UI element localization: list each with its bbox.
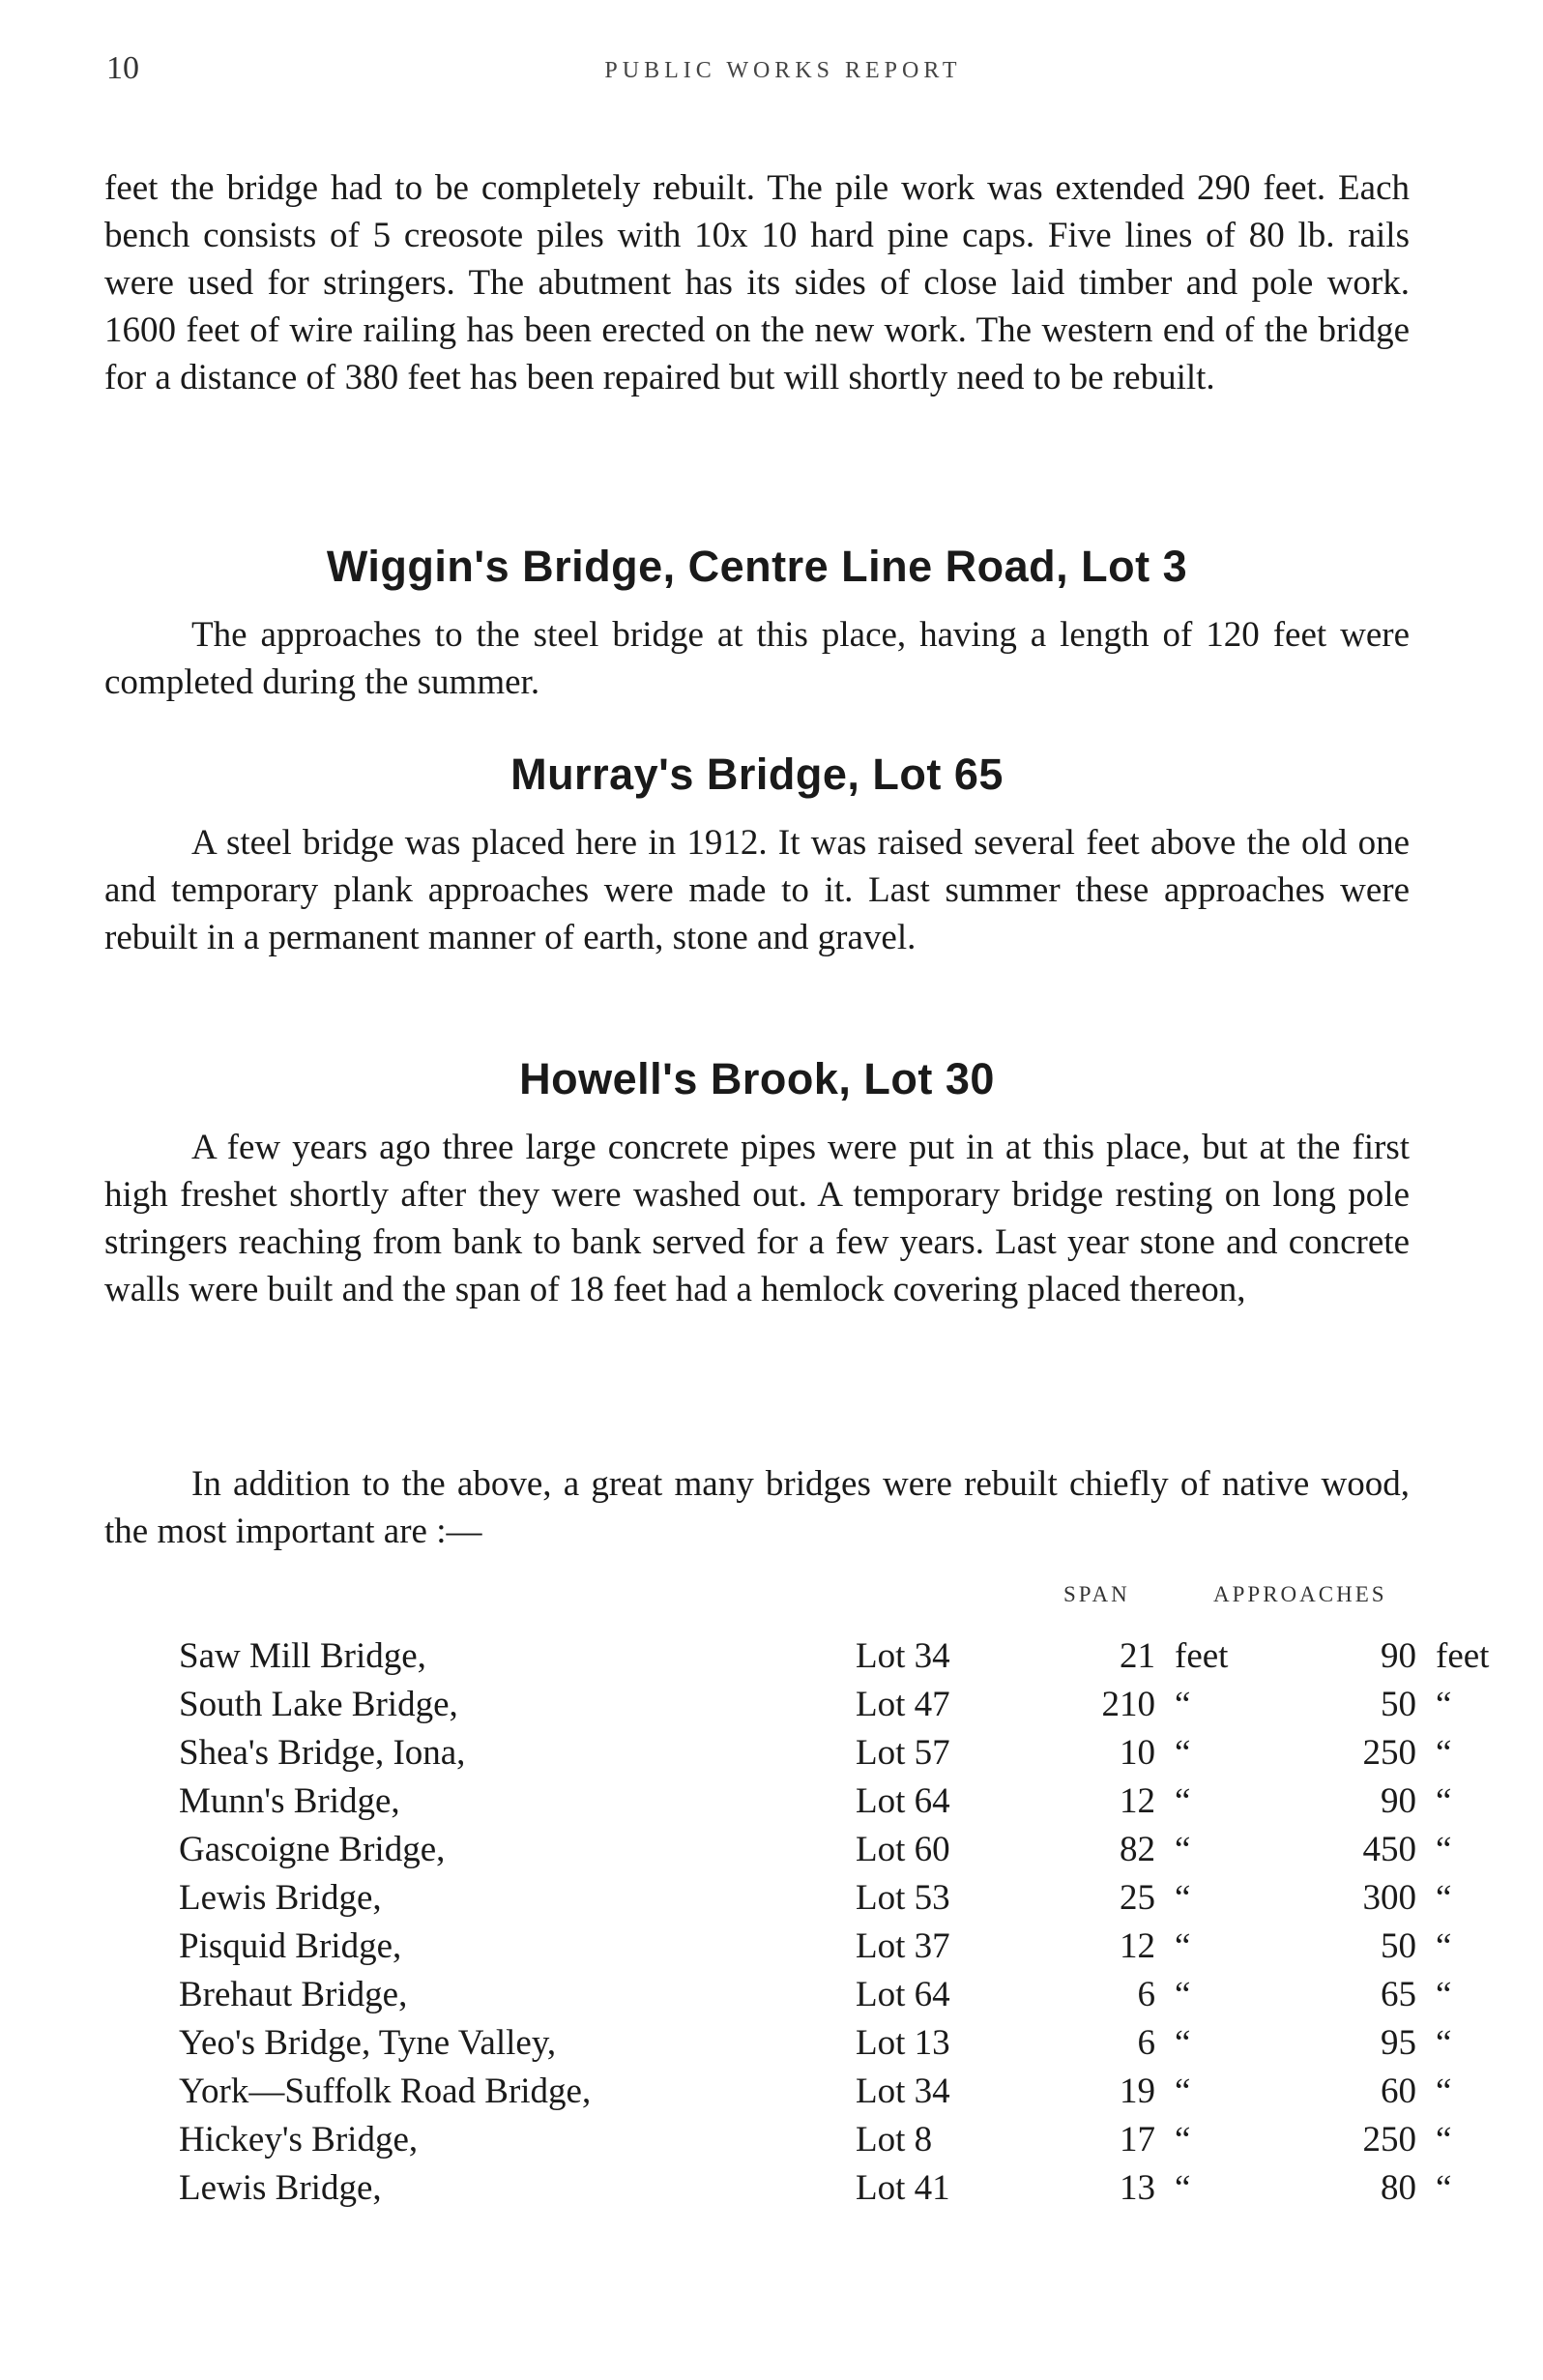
bridge-name: Gascoigne Bridge, (179, 1830, 446, 1869)
lot-number: Lot 60 (856, 1830, 950, 1869)
intro-paragraph: feet the bridge had to be completely rebuilt. The pile work was extended 290 feet. Each bench consists of 5 creosote piles with 10x 10 hard pine caps. Five lines of 80 lb. rails were used for stringers. The abutment has its sides of close laid timber and pole work. 1600 feet of wire railing has been erected on the new work. The western end of the bridge for a distance of 380 feet has been repaired but will shortly need to be rebuilt. (104, 168, 1410, 397)
span-unit: “ (1175, 1975, 1191, 2014)
table-row (179, 1681, 1452, 1729)
lot-number: Lot 8 (856, 2120, 933, 2160)
page-number: 10 (106, 50, 139, 86)
span-unit: “ (1175, 1926, 1191, 1966)
approaches-unit: “ (1436, 1878, 1452, 1918)
lot-number: Lot 41 (856, 2168, 950, 2208)
approaches-value: 65 (1381, 1975, 1416, 2014)
section-paragraph: A few years ago three large concrete pipes were put in at this place, but at the first high freshet shortly after they were washed out. A temporary bridge resting on long pole stringers reaching from bank to bank served for a few years. Last year stone and concrete walls were built and the span of 18 feet had a hemlock covering placed thereon, (104, 1128, 1410, 1309)
bridge-table (179, 1632, 1490, 2213)
section-paragraph: A steel bridge was placed here in 1912. It was raised several feet above the old one and temporary plank approaches were made to it. Last summer these approaches were rebuilt in a permanent manner of earth, stone and gravel. (104, 823, 1410, 957)
bridge-name: Shea's Bridge, Iona, (179, 1733, 466, 1773)
closing-paragraph: In addition to the above, a great many bridges were rebuilt chiefly of native wood, the most important are :— (104, 1464, 1410, 1551)
approaches-unit: “ (1436, 1830, 1452, 1869)
table-row (179, 1874, 1452, 1923)
approaches-unit: “ (1436, 1733, 1452, 1773)
approaches-value: 90 (1381, 1781, 1416, 1821)
span-value: 19 (1120, 2071, 1155, 2111)
section-heading: Howell's Brook, Lot 30 (519, 1054, 995, 1103)
table-row (179, 2019, 1452, 2068)
approaches-value: 300 (1362, 1878, 1416, 1918)
span-unit: “ (1175, 2120, 1191, 2160)
span-value: 6 (1137, 2023, 1155, 2063)
approaches-value: 250 (1362, 1733, 1416, 1773)
span-value: 25 (1120, 1878, 1155, 1918)
header-title: PUBLIC WORKS REPORT (604, 58, 962, 83)
span-value: 13 (1120, 2168, 1155, 2208)
table-row (179, 1729, 1452, 1778)
section-heading: Murray's Bridge, Lot 65 (510, 749, 1004, 799)
bridge-name: Lewis Bridge, (179, 1878, 382, 1918)
table-row (179, 2116, 1452, 2164)
bridge-name: Yeo's Bridge, Tyne Valley, (179, 2023, 557, 2063)
lot-number: Lot 34 (856, 1636, 950, 1676)
bridge-name: Hickey's Bridge, (179, 2120, 419, 2160)
intro-block (104, 164, 1410, 401)
table-header (1063, 1582, 1470, 1621)
approaches-unit: “ (1436, 1781, 1452, 1821)
table-row (179, 2068, 1452, 2116)
lot-number: Lot 53 (856, 1878, 950, 1918)
span-unit: “ (1175, 2168, 1191, 2208)
lot-number: Lot 37 (856, 1926, 950, 1966)
approaches-unit: “ (1436, 2120, 1452, 2160)
section-howells (104, 1054, 1410, 1313)
bridge-name: Brehaut Bridge, (179, 1975, 408, 2014)
section-paragraph: The approaches to the steel bridge at this place, having a length of 120 feet were completed during the summer. (104, 615, 1410, 702)
closing-block (104, 1460, 1410, 1555)
table-row (179, 2164, 1452, 2213)
table-row (179, 1923, 1452, 1971)
span-value: 17 (1120, 2120, 1155, 2160)
table-row (179, 1826, 1452, 1874)
bridge-name: Lewis Bridge, (179, 2168, 382, 2208)
col-header-approaches: APPROACHES (1213, 1582, 1387, 1606)
lot-number: Lot 64 (856, 1781, 950, 1821)
lot-number: Lot 13 (856, 2023, 950, 2063)
span-value: 12 (1120, 1781, 1155, 1821)
approaches-unit: “ (1436, 1975, 1452, 2014)
span-value: 21 (1120, 1636, 1155, 1676)
table-row (179, 1632, 1490, 1681)
span-unit: “ (1175, 2071, 1191, 2111)
approaches-value: 95 (1381, 2023, 1416, 2063)
lot-number: Lot 64 (856, 1975, 950, 2014)
span-unit: feet (1175, 1636, 1229, 1676)
span-unit: “ (1175, 1685, 1191, 1724)
span-unit: “ (1175, 2023, 1191, 2063)
approaches-value: 80 (1381, 2168, 1416, 2208)
bridge-name: Saw Mill Bridge, (179, 1636, 426, 1676)
approaches-unit: “ (1436, 1685, 1452, 1724)
approaches-value: 60 (1381, 2071, 1416, 2111)
bridge-name: Munn's Bridge, (179, 1781, 400, 1821)
approaches-value: 450 (1362, 1830, 1416, 1869)
lot-number: Lot 57 (856, 1733, 950, 1773)
bridge-name: York—Suffolk Road Bridge, (179, 2071, 592, 2111)
table-row (179, 1778, 1452, 1826)
approaches-value: 250 (1362, 2120, 1416, 2160)
span-unit: “ (1175, 1830, 1191, 1869)
span-unit: “ (1175, 1878, 1191, 1918)
span-value: 6 (1137, 1975, 1155, 2014)
bridge-name: South Lake Bridge, (179, 1685, 458, 1724)
span-value: 210 (1101, 1685, 1155, 1724)
approaches-value: 50 (1381, 1685, 1416, 1724)
lot-number: Lot 34 (856, 2071, 950, 2111)
span-unit: “ (1175, 1781, 1191, 1821)
span-value: 12 (1120, 1926, 1155, 1966)
approaches-unit: “ (1436, 1926, 1452, 1966)
section-heading: Wiggin's Bridge, Centre Line Road, Lot 3 (326, 542, 1188, 591)
approaches-unit: “ (1436, 2023, 1452, 2063)
span-value: 82 (1120, 1830, 1155, 1869)
table-row (179, 1971, 1452, 2019)
approaches-unit: “ (1436, 2071, 1452, 2111)
approaches-unit: “ (1436, 2168, 1452, 2208)
running-head (106, 50, 1460, 89)
col-header-span: SPAN (1063, 1582, 1130, 1606)
section-wiggins (104, 542, 1410, 706)
approaches-value: 50 (1381, 1926, 1416, 1966)
approaches-unit: feet (1436, 1636, 1490, 1676)
bridge-name: Pisquid Bridge, (179, 1926, 402, 1966)
approaches-value: 90 (1381, 1636, 1416, 1676)
section-murrays (104, 749, 1410, 961)
span-value: 10 (1120, 1733, 1155, 1773)
lot-number: Lot 47 (856, 1685, 950, 1724)
span-unit: “ (1175, 1733, 1191, 1773)
